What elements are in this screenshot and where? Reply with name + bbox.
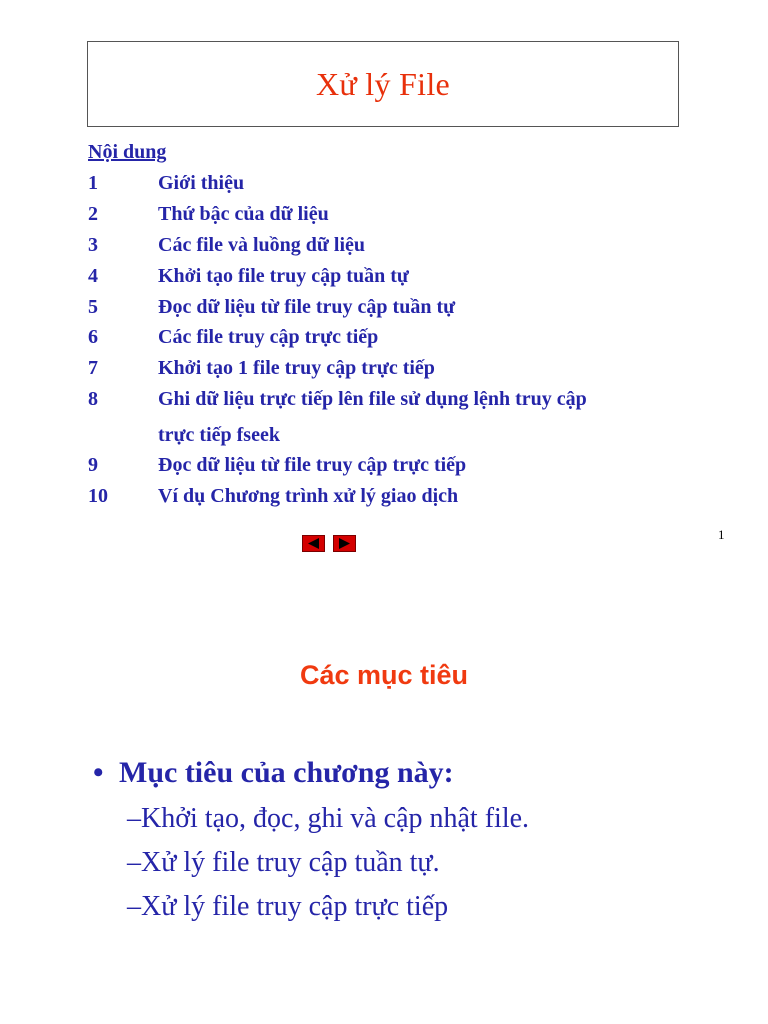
toc-item-text: Đọc dữ liệu từ file truy cập tuần tự	[158, 296, 456, 318]
bullet-dot: •	[93, 756, 104, 789]
sub-bullet-text: Khởi tạo, đọc, ghi và cập nhật file.	[141, 803, 530, 834]
toc-item-number: 10	[88, 485, 108, 507]
toc-item-number: 2	[88, 203, 98, 225]
bullet-text: Mục tiêu của chương này:	[119, 756, 454, 789]
triangle-right-icon	[338, 538, 351, 549]
bullet-item	[93, 756, 454, 790]
triangle-left-icon	[307, 538, 320, 549]
sub-bullet-item	[127, 891, 448, 923]
sub-bullet-dash: –	[127, 803, 141, 834]
toc-item-text: Thứ bậc của dữ liệu	[158, 203, 329, 225]
page-number: 1	[718, 527, 725, 542]
toc-item-number: 5	[88, 296, 98, 318]
toc-item-text: Đọc dữ liệu từ file truy cập trực tiếp	[158, 454, 467, 476]
toc-item-number: 8	[88, 388, 98, 410]
toc-item-number: 1	[88, 172, 98, 194]
toc-item-text: Khởi tạo 1 file truy cập trực tiếp	[158, 357, 435, 379]
toc-item-number: 9	[88, 454, 98, 476]
sub-bullet-text: Xử lý file truy cập trực tiếp	[141, 891, 449, 922]
slide1-title: Xử lý File	[315, 65, 451, 102]
nav-gap	[325, 535, 333, 552]
toc-item-text: Các file truy cập trực tiếp	[158, 326, 379, 348]
next-slide-button[interactable]	[333, 535, 356, 552]
toc-item-text: Các file và luồng dữ liệu	[158, 234, 366, 256]
sub-bullet-item	[127, 847, 440, 879]
sub-bullet-text: Xử lý file truy cập tuần tự.	[141, 847, 440, 878]
slide-nav	[302, 535, 356, 552]
prev-slide-button[interactable]	[302, 535, 325, 552]
sub-bullet-dash: –	[127, 847, 141, 878]
sub-bullet-item	[127, 803, 529, 835]
sub-bullet-dash: –	[127, 891, 141, 922]
toc-item-number: 4	[88, 265, 98, 287]
toc-item-number: 3	[88, 234, 98, 256]
slide1-title-box	[87, 41, 679, 127]
toc-item-text: trực tiếp fseek	[158, 424, 280, 446]
slide2-title: Các mục tiêu	[299, 660, 469, 690]
toc-item-text: Giới thiệu	[158, 172, 245, 194]
toc-item-text: Khởi tạo file truy cập tuần tự	[158, 265, 409, 287]
toc-item-text: Ví dụ Chương trình xử lý giao dịch	[158, 485, 459, 507]
toc-heading: Nội dung	[88, 141, 167, 163]
toc-item-number: 6	[88, 326, 98, 348]
toc-item-number: 7	[88, 357, 98, 379]
toc-item-text: Ghi dữ liệu trực tiếp lên file sử dụng lệnh truy cập	[158, 388, 587, 410]
